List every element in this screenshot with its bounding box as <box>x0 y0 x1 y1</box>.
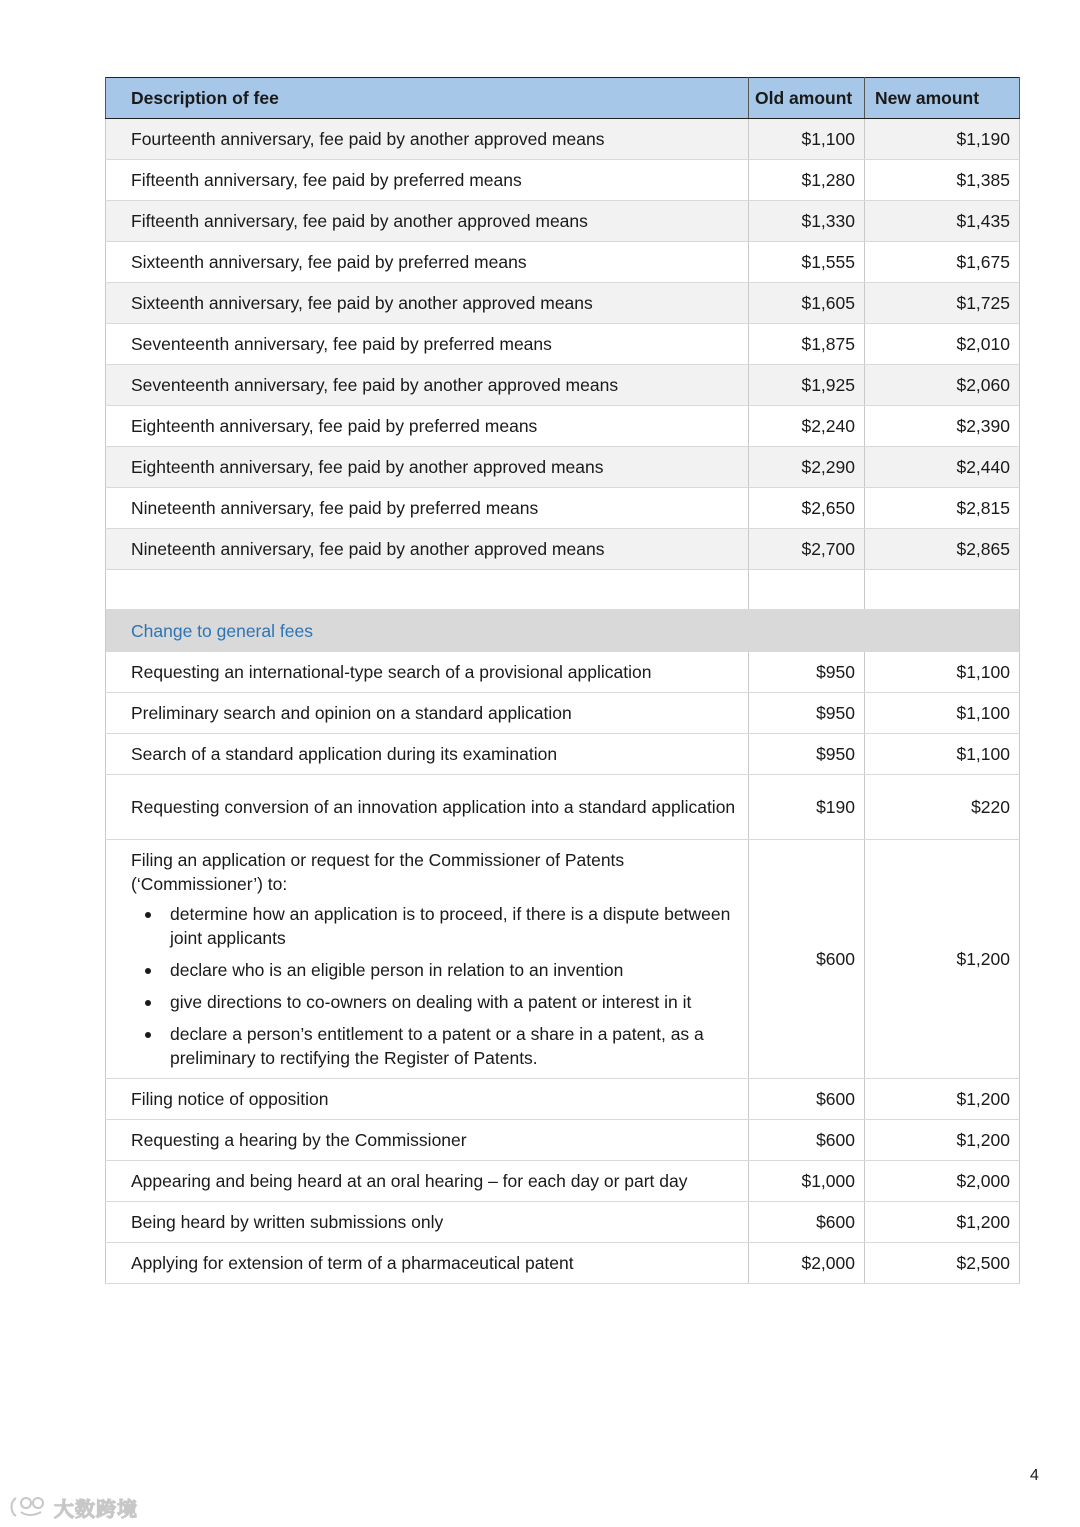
old-amount: $600 <box>749 1120 865 1161</box>
table-row <box>106 1079 1020 1120</box>
table-row <box>106 365 1020 406</box>
new-amount: $2,000 <box>865 1161 1020 1202</box>
table-row <box>106 447 1020 488</box>
fee-description: Filing notice of opposition <box>106 1079 749 1120</box>
old-amount: $1,330 <box>749 201 865 242</box>
fee-description: Eighteenth anniversary, fee paid by preferred means <box>106 406 749 447</box>
fee-description: Fifteenth anniversary, fee paid by preferred means <box>106 160 749 201</box>
new-amount: $220 <box>865 775 1020 840</box>
fee-description: Being heard by written submissions only <box>106 1202 749 1243</box>
old-amount: $2,240 <box>749 406 865 447</box>
blank-row <box>106 570 1020 610</box>
old-amount: $1,000 <box>749 1161 865 1202</box>
fee-description: Sixteenth anniversary, fee paid by preferred means <box>106 242 749 283</box>
bullet-text: give directions to co-owners on dealing with a patent or interest in it <box>170 992 692 1012</box>
old-amount: $1,605 <box>749 283 865 324</box>
new-amount: $2,060 <box>865 365 1020 406</box>
new-amount: $1,100 <box>865 693 1020 734</box>
fee-description: Fourteenth anniversary, fee paid by another approved means <box>106 119 749 160</box>
blank-cell <box>106 570 749 610</box>
commissioner-row <box>106 840 1020 1079</box>
fee-description: Search of a standard application during its examination <box>106 734 749 775</box>
fee-description: Appearing and being heard at an oral hearing – for each day or part day <box>106 1161 749 1202</box>
fee-description: Eighteenth anniversary, fee paid by another approved means <box>106 447 749 488</box>
table-row <box>106 160 1020 201</box>
old-amount: $1,925 <box>749 365 865 406</box>
old-amount: $950 <box>749 652 865 693</box>
table-row <box>106 734 1020 775</box>
new-amount: $1,200 <box>865 1079 1020 1120</box>
bullet-item <box>131 902 736 950</box>
blank-cell <box>865 570 1020 610</box>
fee-description: Seventeenth anniversary, fee paid by preferred means <box>106 324 749 365</box>
new-amount: $1,100 <box>865 652 1020 693</box>
fee-description: Applying for extension of term of a pharmaceutical patent <box>106 1243 749 1284</box>
old-amount: $1,280 <box>749 160 865 201</box>
old-amount: $600 <box>749 1079 865 1120</box>
table-header-row <box>106 78 1020 119</box>
fee-description: Fifteenth anniversary, fee paid by another approved means <box>106 201 749 242</box>
fee-description: Preliminary search and opinion on a standard application <box>106 693 749 734</box>
page-number: 4 <box>1030 1467 1039 1484</box>
new-amount: $1,190 <box>865 119 1020 160</box>
section-header-row <box>106 610 1020 652</box>
new-amount: $2,010 <box>865 324 1020 365</box>
table-row <box>106 242 1020 283</box>
new-amount: $2,865 <box>865 529 1020 570</box>
fee-description: Seventeenth anniversary, fee paid by another approved means <box>106 365 749 406</box>
old-amount: $1,555 <box>749 242 865 283</box>
new-amount: $1,385 <box>865 160 1020 201</box>
new-amount: $1,200 <box>865 840 1020 1079</box>
bullet-item <box>131 1022 736 1070</box>
table-row <box>106 693 1020 734</box>
fee-description: Nineteenth anniversary, fee paid by preferred means <box>106 488 749 529</box>
old-amount: $950 <box>749 693 865 734</box>
old-amount: $2,290 <box>749 447 865 488</box>
blank-cell <box>749 570 865 610</box>
fee-description: Requesting an international-type search of a provisional application <box>106 652 749 693</box>
old-amount: $2,000 <box>749 1243 865 1284</box>
new-amount: $1,200 <box>865 1202 1020 1243</box>
new-amount: $1,675 <box>865 242 1020 283</box>
table-row <box>106 1202 1020 1243</box>
table-row <box>106 406 1020 447</box>
fee-description <box>106 840 749 1079</box>
bullet-icon <box>145 912 151 918</box>
new-amount: $1,435 <box>865 201 1020 242</box>
table-row <box>106 1161 1020 1202</box>
fee-description: Requesting conversion of an innovation application into a standard application <box>106 775 749 840</box>
bullet-icon <box>145 1032 151 1038</box>
new-amount: $1,200 <box>865 1120 1020 1161</box>
bullet-item <box>131 990 736 1014</box>
watermark-logo-icon <box>8 1494 50 1520</box>
commissioner-bullet-list <box>131 902 736 1070</box>
table-row <box>106 529 1020 570</box>
bullet-icon <box>145 1000 151 1006</box>
bullet-text: declare a person’s entitlement to a patent or a share in a patent, as a preliminary to rectifying the Register of Patents. <box>170 1024 704 1068</box>
old-amount: $2,700 <box>749 529 865 570</box>
old-amount: $600 <box>749 1202 865 1243</box>
watermark <box>8 1492 138 1522</box>
fee-description: Nineteenth anniversary, fee paid by another approved means <box>106 529 749 570</box>
bullet-text: determine how an application is to proceed, if there is a dispute between joint applicants <box>170 904 731 948</box>
section-title: Change to general fees <box>106 610 1020 652</box>
old-amount: $2,650 <box>749 488 865 529</box>
bullet-icon <box>145 968 151 974</box>
fee-description: Sixteenth anniversary, fee paid by another approved means <box>106 283 749 324</box>
fee-table <box>105 77 1020 1284</box>
old-amount: $950 <box>749 734 865 775</box>
old-amount: $600 <box>749 840 865 1079</box>
new-amount: $1,100 <box>865 734 1020 775</box>
fee-description: Requesting a hearing by the Commissioner <box>106 1120 749 1161</box>
table-row <box>106 652 1020 693</box>
table-row <box>106 283 1020 324</box>
header-new-amount: New amount <box>865 78 1020 119</box>
table-row <box>106 488 1020 529</box>
new-amount: $1,725 <box>865 283 1020 324</box>
commissioner-intro: Filing an application or request for the Commissioner of Patents (‘Commissioner’) to: <box>131 850 625 894</box>
table-row <box>106 1120 1020 1161</box>
old-amount: $190 <box>749 775 865 840</box>
table-row <box>106 201 1020 242</box>
new-amount: $2,390 <box>865 406 1020 447</box>
watermark-text: 大数跨境 <box>54 1498 138 1521</box>
table-row <box>106 1243 1020 1284</box>
new-amount: $2,815 <box>865 488 1020 529</box>
header-old-amount: Old amount <box>749 78 865 119</box>
bullet-text: declare who is an eligible person in relation to an invention <box>170 960 624 980</box>
table-row <box>106 775 1020 840</box>
header-description: Description of fee <box>106 78 749 119</box>
new-amount: $2,440 <box>865 447 1020 488</box>
table-row <box>106 119 1020 160</box>
old-amount: $1,100 <box>749 119 865 160</box>
old-amount: $1,875 <box>749 324 865 365</box>
bullet-item <box>131 958 736 982</box>
table-row <box>106 324 1020 365</box>
new-amount: $2,500 <box>865 1243 1020 1284</box>
